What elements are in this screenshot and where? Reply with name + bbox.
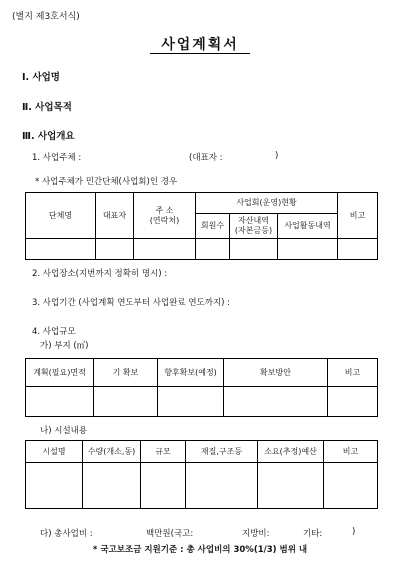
header-address-line2: (연락처) <box>149 215 180 225</box>
cell-estimated-budget[interactable] <box>258 463 324 509</box>
total-budget-local: 지방비: <box>242 529 270 539</box>
document-title: 사업계획서 <box>161 37 239 53</box>
cell-assets[interactable] <box>230 239 278 260</box>
title-underline <box>150 53 250 54</box>
header-assets <box>230 214 278 239</box>
cell-material[interactable] <box>186 463 258 509</box>
land-table <box>25 358 378 417</box>
cell-land-note[interactable] <box>328 387 378 417</box>
header-activities: 사업활동내역 <box>278 214 338 239</box>
section-business-purpose: Ⅱ. 사업목적 <box>22 102 72 113</box>
operator-label: 1. 사업주체 : <box>32 153 82 163</box>
header-address-line1: 주 소 <box>155 205 174 215</box>
location-label: 2. 사업장소(지번까지 정확히 명시) : <box>32 269 168 279</box>
header-future-secured: 향후확보(예정) <box>158 359 224 387</box>
total-budget-national: 백만원(국고: <box>146 529 194 539</box>
section-business-name: Ⅰ. 사업명 <box>22 72 60 83</box>
representative-label: (대표자 : <box>189 153 223 163</box>
cell-future-secured[interactable] <box>158 387 224 417</box>
cell-securing-plan[interactable] <box>224 387 328 417</box>
header-assets-line2: (자본금등) <box>234 226 273 235</box>
total-budget-label: 다) 총사업비 : <box>40 529 93 539</box>
header-facility-name: 시설명 <box>26 441 83 463</box>
header-org-name: 단체명 <box>26 193 96 239</box>
private-organization-note: * 사업주체가 민간단체(사업회)인 경우 <box>35 177 178 187</box>
header-securing-plan: 확보방안 <box>224 359 328 387</box>
total-budget-other: 기타: <box>303 529 323 539</box>
form-number: (별지 제3호서식) <box>12 12 80 22</box>
representative-close: ) <box>275 151 279 161</box>
cell-quantity[interactable] <box>83 463 141 509</box>
header-facility-note: 비고 <box>324 441 378 463</box>
cell-secured[interactable] <box>94 387 158 417</box>
header-assets-line1: 자산내역 <box>238 216 269 226</box>
header-scale: 규모 <box>141 441 186 463</box>
cell-facility-name[interactable] <box>26 463 83 509</box>
cell-org-name[interactable] <box>26 239 96 260</box>
header-operation-status: 사업회(운영)현황 <box>196 193 338 214</box>
total-budget-close: ) <box>352 527 356 537</box>
facility-table <box>25 440 378 509</box>
facility-label: 나) 시설내용 <box>40 426 88 436</box>
header-material: 재질,구조등 <box>186 441 258 463</box>
header-secured: 기 확보 <box>94 359 158 387</box>
period-label: 3. 사업기간 (사업계획 연도부터 사업완료 연도까지) : <box>32 298 231 308</box>
cell-facility-note[interactable] <box>324 463 378 509</box>
scale-heading: 4. 사업규모 <box>32 327 76 337</box>
header-note: 비고 <box>338 193 378 239</box>
header-estimated-budget: 소요(추정)예산 <box>258 441 324 463</box>
header-land-note: 비고 <box>328 359 378 387</box>
cell-activities[interactable] <box>278 239 338 260</box>
cell-representative[interactable] <box>96 239 134 260</box>
header-representative: 대표자 <box>96 193 134 239</box>
organization-table <box>25 192 378 260</box>
header-members: 회원수 <box>196 214 230 239</box>
cell-planned-area[interactable] <box>26 387 94 417</box>
cell-scale[interactable] <box>141 463 186 509</box>
header-address <box>134 193 196 239</box>
header-quantity: 수량(개소,동) <box>83 441 141 463</box>
land-label: 가) 부지 (㎡) <box>40 341 89 351</box>
cell-note[interactable] <box>338 239 378 260</box>
subsidy-criteria-note: * 국고보조금 지원기준 : 총 사업비의 30%(1/3) 범위 내 <box>92 545 308 555</box>
section-business-overview: Ⅲ. 사업개요 <box>22 131 75 142</box>
cell-members[interactable] <box>196 239 230 260</box>
header-planned-area: 계획(필요)면적 <box>26 359 94 387</box>
cell-address[interactable] <box>134 239 196 260</box>
